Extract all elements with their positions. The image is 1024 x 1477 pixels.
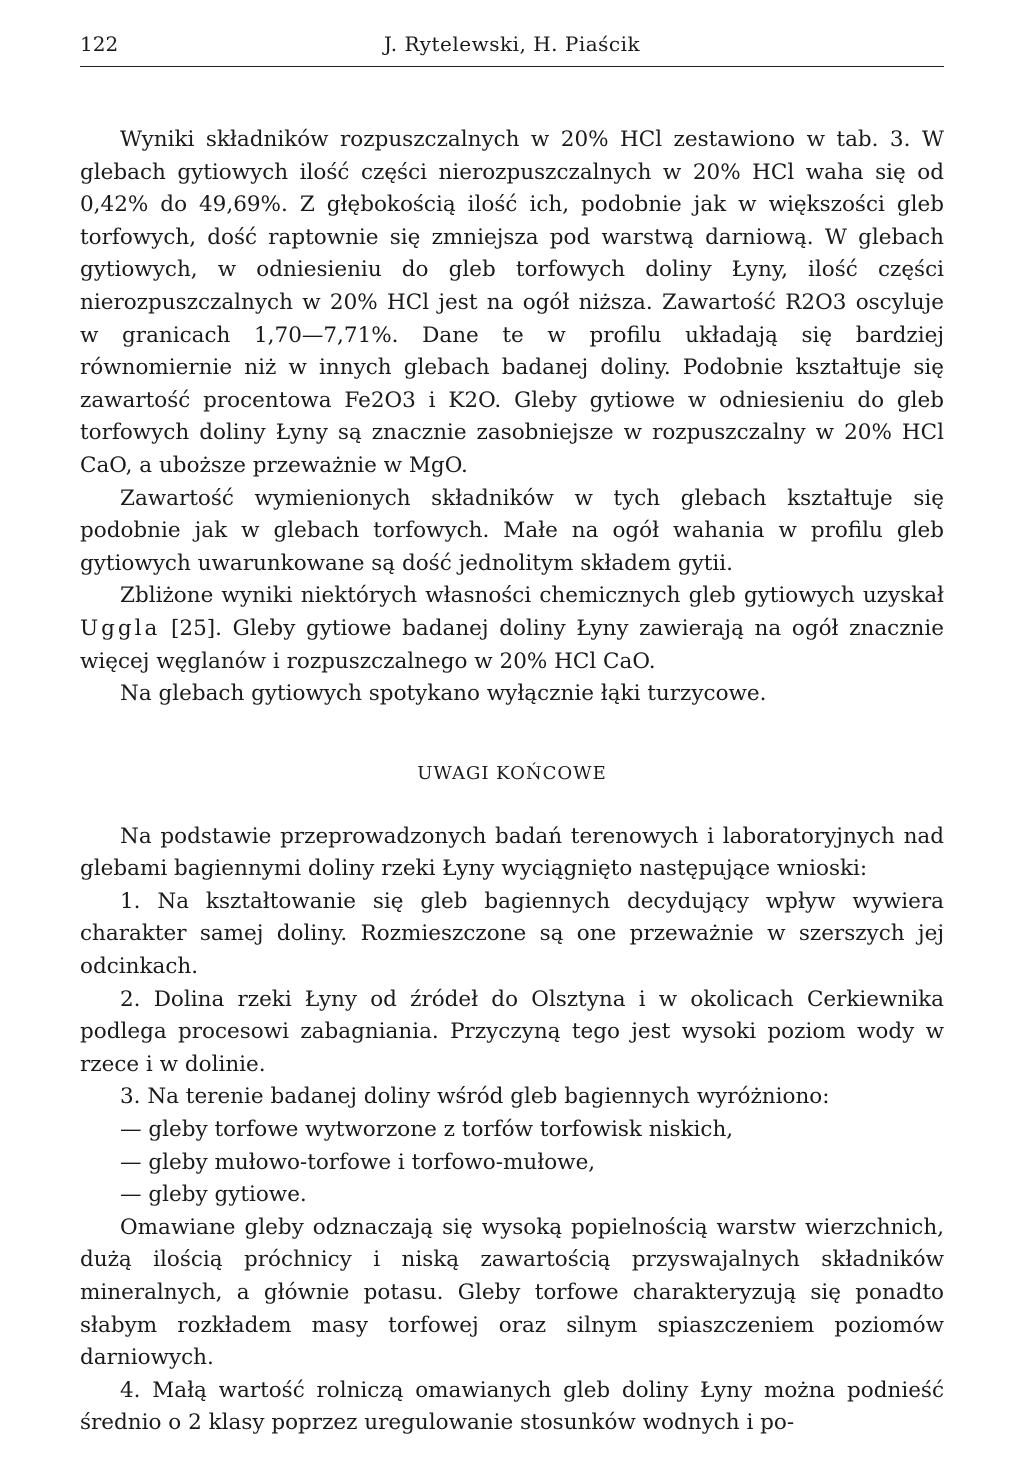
dash-item-gyttja: — gleby gytiowe.: [120, 1182, 307, 1208]
running-title: J. Rytelewski, H. Piaścik: [383, 32, 641, 56]
paragraph-meadows: Na glebach gytiowych spotykano wyłącznie łąki turzycowe.: [120, 681, 767, 707]
paragraph-similar-results: [80, 580, 944, 678]
section-heading: UWAGI KOŃCOWE: [417, 762, 607, 784]
conclusion-item-3: 3. Na terenie badanej doliny wśród gleb bagiennych wyróżniono:: [120, 1084, 830, 1110]
paragraph-similar-results-end: [25]. Gleby gytiowe badanej doliny Łyny zawierają na ogół znacznie więcej węglanów i rozpuszczalnego w 20% HCl CaO.: [80, 615, 944, 674]
paragraph-components: Zawartość wymienionych składników w tych glebach kształtuje się podobnie jak w glebach torfowych. Małe na ogół wahania w profilu gleb gytiowych uwarunkowane są dość jednolitym składem gytii.: [80, 485, 944, 576]
conclusion-item-2: 2. Dolina rzeki Łyny od źródeł do Olsztyna i w okolicach Cerkiewnika podlega procesowi zabagniania. Przyczyną tego jest wysoki poziom wody w rzece i w dolinie.: [80, 986, 944, 1077]
conclusion-item-4: 4. Małą wartość rolniczą omawianych gleb doliny Łyny można podnieść średnio o 2 klasy poprzez uregulowanie stosunków wodnych i po-: [80, 1377, 944, 1436]
paragraph-similar-results-start: Zbliżone wyniki niektórych własności chemicznych gleb gytiowych uzyskał: [120, 583, 944, 609]
dash-item-silt-peat: — gleby mułowo-torfowe i torfowo-mułowe,: [120, 1149, 596, 1175]
paragraph-results: Wyniki składników rozpuszczalnych w 20% HCl zestawiono w tab. 3. W glebach gytiowych ilość części nierozpuszczalnych w 20% HCl waha się od 0,42% do 49,69%. Z głębokością ilość ich, podobnie jak w większości gleb torfowych, dość raptownie się zmniejsza pod warstwą darniową. W glebach gytiowych, w odniesieniu do gleb torfowych doliny Łyny, ilość części nierozpuszczalnych w 20% HCl jest na ogół niższa. Zawartość R2O3 oscyluje w granicach 1,70—7,71%. Dane te w profilu układają się bardziej równomiernie niż w innych glebach badanej doliny. Podobnie kształtuje się zawartość procentowa Fe2O3 i K2O. Gleby gytiowe w odniesieniu do gleb torfowych doliny Łyny są znacznie zasobniejsze w rozpuszczalny w 20% HCl CaO, a uboższe przeważnie w MgO.: [80, 127, 944, 478]
conclusion-item-1: 1. Na kształtowanie się gleb bagiennych decydujący wpływ wywiera charakter samej doliny. Rozmieszczone są one przeważnie w szerszych jej odcinkach.: [80, 888, 944, 980]
dash-item-peat: — gleby torfowe wytworzone z torfów torfowisk niskich,: [120, 1117, 734, 1143]
document-page: [80, 30, 944, 1440]
body-text: [80, 124, 944, 1440]
page-number: 122: [80, 32, 119, 56]
running-header: [80, 30, 944, 67]
conclusion-item-3-text: Omawiane gleby odznaczają się wysoką popielnością warstw wierzchnich, dużą ilością próchnicy i niską zawartością przyswajalnych składników mineralnych, a głównie potasu. Gleby torfowe charakteryzują się ponadto słabym rozkładem masy torfowej oraz silnym spiaszczeniem poziomów darniowych.: [80, 1214, 944, 1371]
author-name-uggla: Uggla: [80, 615, 161, 641]
conclusions-intro: Na podstawie przeprowadzonych badań terenowych i laboratoryjnych nad glebami bagiennymi doliny rzeki Łyny wyciągnięto następujące wnioski:: [80, 823, 944, 882]
